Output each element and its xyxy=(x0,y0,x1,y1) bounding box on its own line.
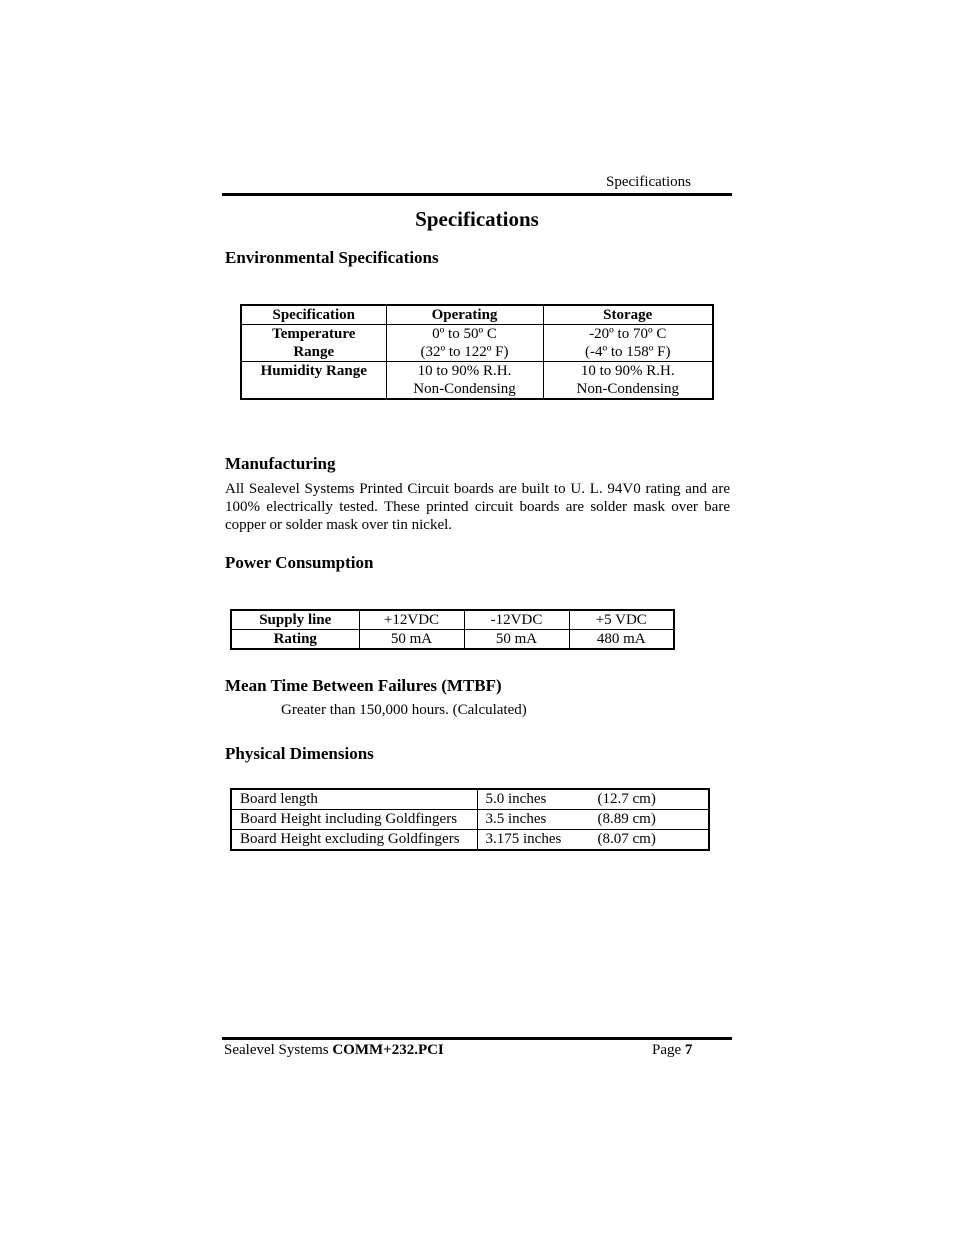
table-cell: +5 VDC xyxy=(569,610,674,630)
environmental-heading: Environmental Specifications xyxy=(225,248,439,267)
table-row xyxy=(231,830,709,851)
table-row xyxy=(241,325,713,362)
table-cell xyxy=(386,362,543,400)
footer-page-label: Page xyxy=(652,1042,682,1058)
dimension-value xyxy=(477,789,709,810)
physical-heading: Physical Dimensions xyxy=(225,744,374,763)
table-cell xyxy=(386,325,543,362)
footer-product xyxy=(224,1042,444,1059)
dimension-cm: (8.89 cm) xyxy=(597,811,656,827)
cell-line: 10 to 90% R.H. xyxy=(417,363,512,379)
cell-line: 10 to 90% R.H. xyxy=(580,363,675,379)
table-row xyxy=(231,610,674,630)
row-label-line: Range xyxy=(293,344,335,360)
power-table xyxy=(230,609,675,650)
footer-product-name: COMM+232.PCI xyxy=(332,1042,444,1058)
table-header-row xyxy=(241,305,713,325)
footer-company: Sealevel Systems xyxy=(224,1042,329,1058)
column-header: Operating xyxy=(386,305,543,325)
cell-line: Non-Condensing xyxy=(413,381,516,397)
table-cell: 50 mA xyxy=(464,630,569,650)
cell-line: 0º to 50º C xyxy=(432,326,497,342)
cell-line: -20º to 70º C xyxy=(589,326,667,342)
table-cell xyxy=(543,325,713,362)
table-row xyxy=(231,630,674,650)
footer-rule xyxy=(222,1037,732,1040)
mtbf-text: Greater than 150,000 hours. (Calculated) xyxy=(281,702,527,718)
dimension-name: Board Height including Goldfingers xyxy=(231,810,477,830)
row-label xyxy=(241,362,386,400)
row-label: Supply line xyxy=(231,610,359,630)
dimension-cm: (12.7 cm) xyxy=(597,791,656,807)
footer-page xyxy=(652,1042,692,1059)
row-label-line: Humidity Range xyxy=(260,363,367,379)
page-title: Specifications xyxy=(415,207,539,231)
table-cell: +12VDC xyxy=(359,610,464,630)
table-cell: 480 mA xyxy=(569,630,674,650)
manufacturing-text: All Sealevel Systems Printed Circuit boards are built to U. L. 94V0 rating and are 100% electrically tested. These printed circuit boards are solder mask over bare copper or solder mask over tin nickel. xyxy=(225,481,730,533)
table-cell xyxy=(543,362,713,400)
dimension-value xyxy=(477,810,709,830)
dimension-value xyxy=(477,830,709,851)
manufacturing-heading: Manufacturing xyxy=(225,454,336,473)
header-rule xyxy=(222,193,732,196)
dimension-name: Board length xyxy=(231,789,477,810)
physical-table xyxy=(230,788,710,851)
cell-line: Non-Condensing xyxy=(576,381,679,397)
column-header: Specification xyxy=(241,305,386,325)
table-row xyxy=(241,362,713,400)
cell-line: (-4º to 158º F) xyxy=(584,344,671,360)
dimension-name: Board Height excluding Goldfingers xyxy=(231,830,477,851)
row-label: Rating xyxy=(231,630,359,650)
footer-page-number: 7 xyxy=(684,1042,693,1058)
table-cell: 50 mA xyxy=(359,630,464,650)
cell-line: (32º to 122º F) xyxy=(420,344,509,360)
dimension-inches: 5.0 inches xyxy=(485,791,547,807)
table-row xyxy=(231,810,709,830)
power-heading: Power Consumption xyxy=(225,553,374,572)
environmental-table xyxy=(240,304,714,400)
running-header: Specifications xyxy=(606,174,691,190)
dimension-cm: (8.07 cm) xyxy=(597,831,656,847)
dimension-inches: 3.175 inches xyxy=(485,831,562,847)
table-cell: -12VDC xyxy=(464,610,569,630)
mtbf-heading: Mean Time Between Failures (MTBF) xyxy=(225,676,502,695)
row-label-line: Temperature xyxy=(272,326,356,342)
dimension-inches: 3.5 inches xyxy=(485,811,547,827)
column-header: Storage xyxy=(543,305,713,325)
table-row xyxy=(231,789,709,810)
row-label xyxy=(241,325,386,362)
